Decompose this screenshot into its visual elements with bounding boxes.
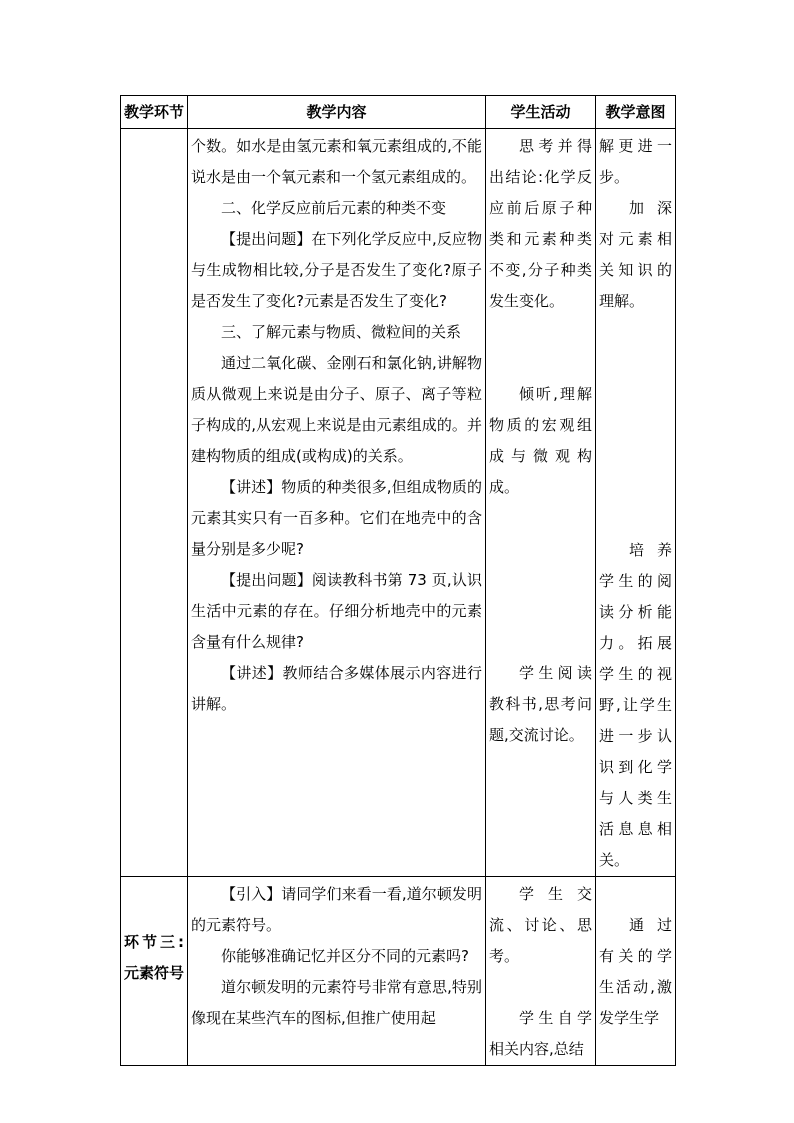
content-cell — [188, 129, 486, 877]
intent-paragraph: 解更进一步。 — [599, 137, 672, 186]
stage-cell — [121, 877, 188, 1066]
intent-paragraph: 通过有关的学生活动,激发学生学 — [599, 916, 672, 1027]
header-intent: 教学意图 — [596, 96, 676, 129]
header-content: 教学内容 — [188, 96, 486, 129]
content-paragraph: 通过二氧化碳、金刚石和氯化钠,讲解物质从微观上来说是由分子、原子、离子等粒子构成的,从宏观上来说是由元素组成的。并建构物质的组成(或构成)的关系。 — [191, 354, 482, 465]
intent-cell — [596, 129, 676, 877]
content-paragraph: 【引入】请同学们来看一看,道尔顿发明的元素符号。 — [191, 885, 482, 934]
activity-cell — [486, 877, 596, 1066]
header-activity: 学生活动 — [486, 96, 596, 129]
table-row — [121, 877, 676, 1066]
activity-paragraph: 学生交流、讨论、思考。 — [489, 885, 592, 965]
stage-label: 环节三:元素符号 — [124, 933, 185, 982]
intent-paragraph: 加深对元素相关知识的理解。 — [599, 199, 672, 310]
content-paragraph: 二、化学反应前后元素的种类不变 — [221, 199, 447, 217]
stage-cell — [121, 129, 188, 877]
activity-paragraph: 学生自学相关内容,总结 — [489, 1009, 592, 1058]
content-paragraph: 你能够准确记忆并区分不同的元素吗? — [221, 947, 469, 965]
content-paragraph: 【提出问题】在下列化学反应中,反应物与生成物相比较,分子是否发生了变化?原子是否发生了变化?元素是否发生了变化? — [191, 230, 482, 310]
content-paragraph: 三、了解元素与物质、微粒间的关系 — [221, 323, 462, 341]
content-cell — [188, 877, 486, 1066]
activity-cell — [486, 129, 596, 877]
intent-paragraph: 培养学生的阅读分析能力。拓展学生的视野,让学生进一步认识到化学与人类生活息息相关。 — [599, 541, 672, 869]
content-paragraph: 【讲述】物质的种类很多,但组成物质的元素其实只有一百多种。它们在地壳中的含量分别是多少呢? — [191, 478, 482, 558]
intent-cell — [596, 877, 676, 1066]
content-paragraph: 【讲述】教师结合多媒体展示内容进行讲解。 — [191, 664, 482, 713]
content-paragraph: 个数。如水是由氢元素和氧元素组成的,不能说水是由一个氧元素和一个氢元素组成的。 — [191, 137, 482, 186]
lesson-plan-table — [120, 95, 676, 1066]
activity-paragraph: 学生阅读教科书,思考问题,交流讨论。 — [489, 664, 592, 744]
content-paragraph: 道尔顿发明的元素符号非常有意思,特别像现在某些汽车的图标,但推广使用起 — [191, 978, 482, 1027]
header-stage: 教学环节 — [121, 96, 188, 129]
content-paragraph: 【提出问题】阅读教科书第 73 页,认识生活中元素的存在。仔细分析地壳中的元素含量有什么规律? — [191, 571, 482, 651]
table-row — [121, 129, 676, 877]
activity-paragraph: 倾听,理解物质的宏观组成与微观构成。 — [489, 385, 592, 496]
table-header-row — [121, 96, 676, 129]
activity-paragraph: 思考并得出结论:化学反应前后原子种类和元素种类不变,分子种类发生变化。 — [489, 137, 592, 310]
